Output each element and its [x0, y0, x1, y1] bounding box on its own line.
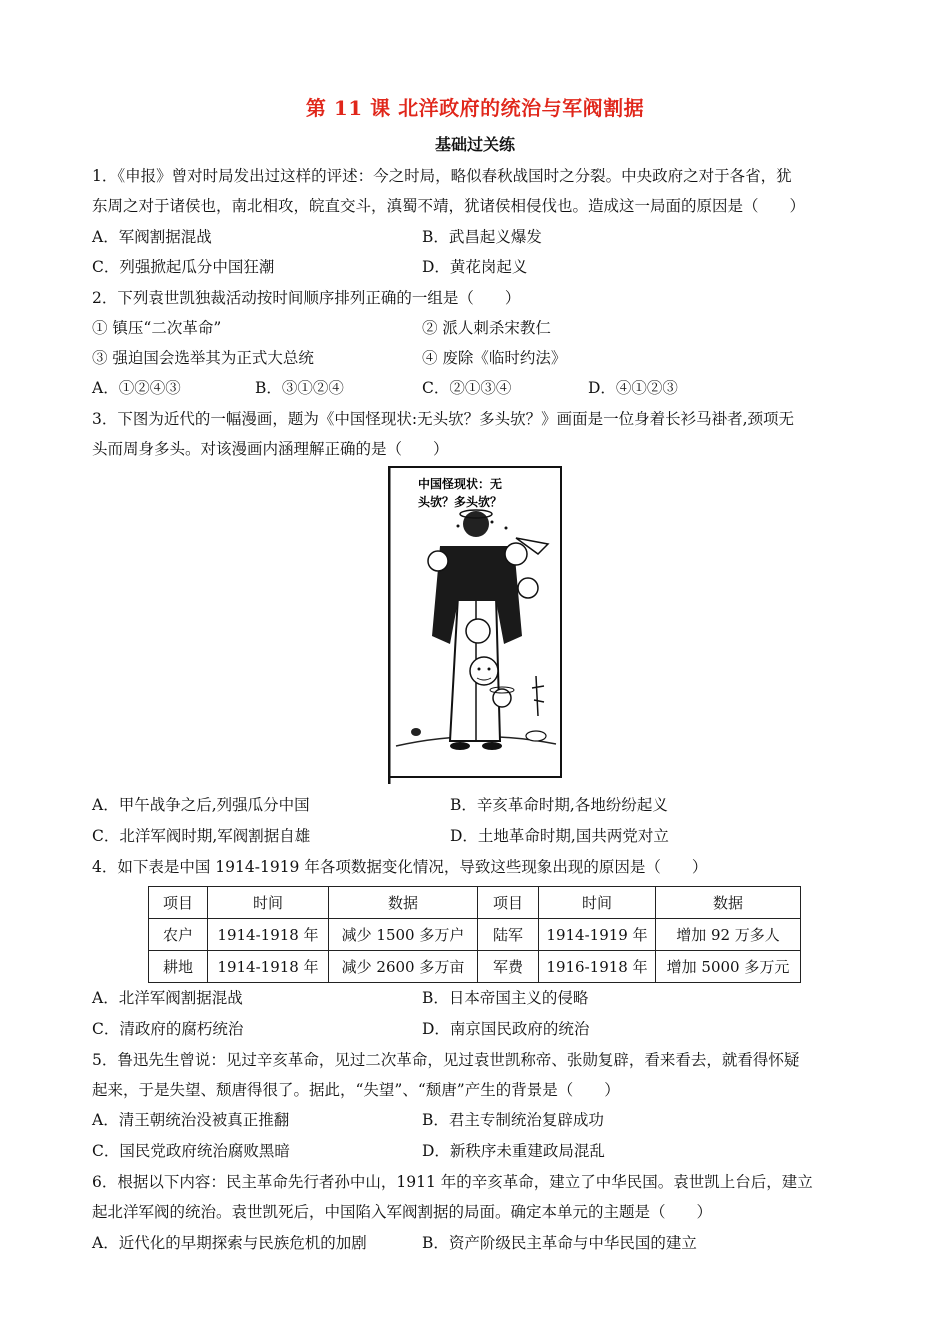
q3-stem-line2: 头而周身多头。对该漫画内涵理解正确的是（ ） — [92, 440, 449, 458]
q1-option-a: A．军阀割据混战 — [92, 228, 212, 246]
q2-item-2: ② 派人刺杀宋教仁 — [422, 319, 551, 337]
q5-option-a: A．清王朝统治没被真正推翻 — [92, 1111, 290, 1129]
table-cell: 1916-1918 年 — [539, 951, 656, 983]
table-cell: 军费 — [478, 951, 539, 983]
q3-option-b: B．辛亥革命时期,各地纷纷起义 — [450, 796, 668, 814]
q2-option-c: C．②①③④ — [422, 379, 512, 397]
table-cell: 耕地 — [149, 951, 208, 983]
section-subtitle: 基础过关练 — [434, 135, 515, 154]
cartoon-caption-line1: 中国怪现状：无 — [418, 477, 503, 491]
lesson-title: 第 11 课 北洋政府的统治与军阀割据 — [305, 96, 645, 120]
table-cell: 1914-1918 年 — [208, 951, 329, 983]
q3-option-c: C．北洋军阀时期,军阀割据自雄 — [92, 827, 311, 845]
q4-option-a: A．北洋军阀割据混战 — [92, 989, 243, 1007]
q3-option-d: D．土地革命时期,国共两党对立 — [450, 827, 669, 845]
q3-stem-line1: 3．下图为近代的一幅漫画，题为《中国怪现状:无头欤？多头欤？》画面是一位身着长衫马褂者,颈项无 — [92, 410, 795, 428]
q4-option-d: D．南京国民政府的统治 — [422, 1020, 590, 1038]
q2-option-a: A．①②④③ — [92, 379, 181, 397]
table-cell: 减少 2600 多万亩 — [329, 951, 478, 983]
table-cell: 陆军 — [478, 919, 539, 951]
q4-stem: 4．如下表是中国 1914-1919 年各项数据变化情况，导致这些现象出现的原因是（ ） — [92, 858, 708, 876]
cartoon-drawing — [388, 466, 562, 784]
q3-option-a: A．甲午战争之后,列强瓜分中国 — [92, 796, 310, 814]
q1-stem-line2: 东周之对于诸侯也，南北相攻，皖直交斗，滇蜀不靖，犹诸侯相侵伐也。造成这一局面的原因是（ ） — [92, 197, 806, 215]
q6-stem-line2: 起北洋军阀的统治。袁世凯死后，中国陷入军阀割据的局面。确定本单元的主题是（ ） — [92, 1203, 713, 1221]
q2-item-4: ④ 废除《临时约法》 — [422, 349, 567, 367]
q2-option-b: B．③①②④ — [255, 379, 344, 397]
table-header-cell: 时间 — [539, 887, 656, 919]
q6-option-b: B．资产阶级民主革命与中华民国的建立 — [422, 1234, 697, 1252]
table-cell: 1914-1918 年 — [208, 919, 329, 951]
q5-stem-line2: 起来，于是失望、颓唐得很了。据此，“失望”、“颓唐”产生的背景是（ ） — [92, 1081, 620, 1099]
table-cell: 1914-1919 年 — [539, 919, 656, 951]
table-row — [149, 951, 801, 983]
table-header-row — [149, 887, 801, 919]
table-header-cell: 项目 — [478, 887, 539, 919]
table-cell: 农户 — [149, 919, 208, 951]
table-header-cell: 项目 — [149, 887, 208, 919]
table-row — [149, 919, 801, 951]
table-header-cell: 时间 — [208, 887, 329, 919]
table-header-cell: 数据 — [656, 887, 801, 919]
q6-stem-line1: 6．根据以下内容：民主革命先行者孙中山，1911 年的辛亥革命，建立了中华民国。袁世凯上台后，建立 — [92, 1173, 813, 1191]
q6-option-a: A．近代化的早期探索与民族危机的加剧 — [92, 1234, 367, 1252]
q2-item-1: ① 镇压“二次革命” — [92, 319, 222, 337]
q4-option-c: C．清政府的腐朽统治 — [92, 1020, 244, 1038]
q4-data-table — [148, 886, 801, 983]
table-header-cell: 数据 — [329, 887, 478, 919]
q5-option-c: C．国民党政府统治腐败黑暗 — [92, 1142, 290, 1160]
q1-stem-line1: 1．《申报》曾对时局发出过这样的评述：今之时局，略似春秋战国时之分裂。中央政府之对于各省，犹 — [92, 167, 792, 185]
q4-option-b: B．日本帝国主义的侵略 — [422, 989, 589, 1007]
q1-option-b: B．武昌起义爆发 — [422, 228, 542, 246]
table-cell: 增加 5000 多万元 — [656, 951, 801, 983]
q5-option-b: B．君主专制统治复辟成功 — [422, 1111, 604, 1129]
q1-option-c: C．列强掀起瓜分中国狂潮 — [92, 258, 275, 276]
cartoon-image — [388, 466, 562, 784]
q2-option-d: D．④①②③ — [588, 379, 678, 397]
table-cell: 减少 1500 多万户 — [329, 919, 478, 951]
q2-stem: 2．下列袁世凯独裁活动按时间顺序排列正确的一组是（ ） — [92, 289, 521, 307]
q5-stem-line1: 5．鲁迅先生曾说：见过辛亥革命，见过二次革命，见过袁世凯称帝、张勋复辟，看来看去，就看得怀疑 — [92, 1051, 800, 1069]
q5-option-d: D．新秩序未重建政局混乱 — [422, 1142, 605, 1160]
q2-item-3: ③ 强迫国会选举其为正式大总统 — [92, 349, 314, 367]
cartoon-caption-line2: 头欤？多头欤？ — [418, 495, 503, 509]
q1-option-d: D．黄花岗起义 — [422, 258, 528, 276]
table-cell: 增加 92 万多人 — [656, 919, 801, 951]
